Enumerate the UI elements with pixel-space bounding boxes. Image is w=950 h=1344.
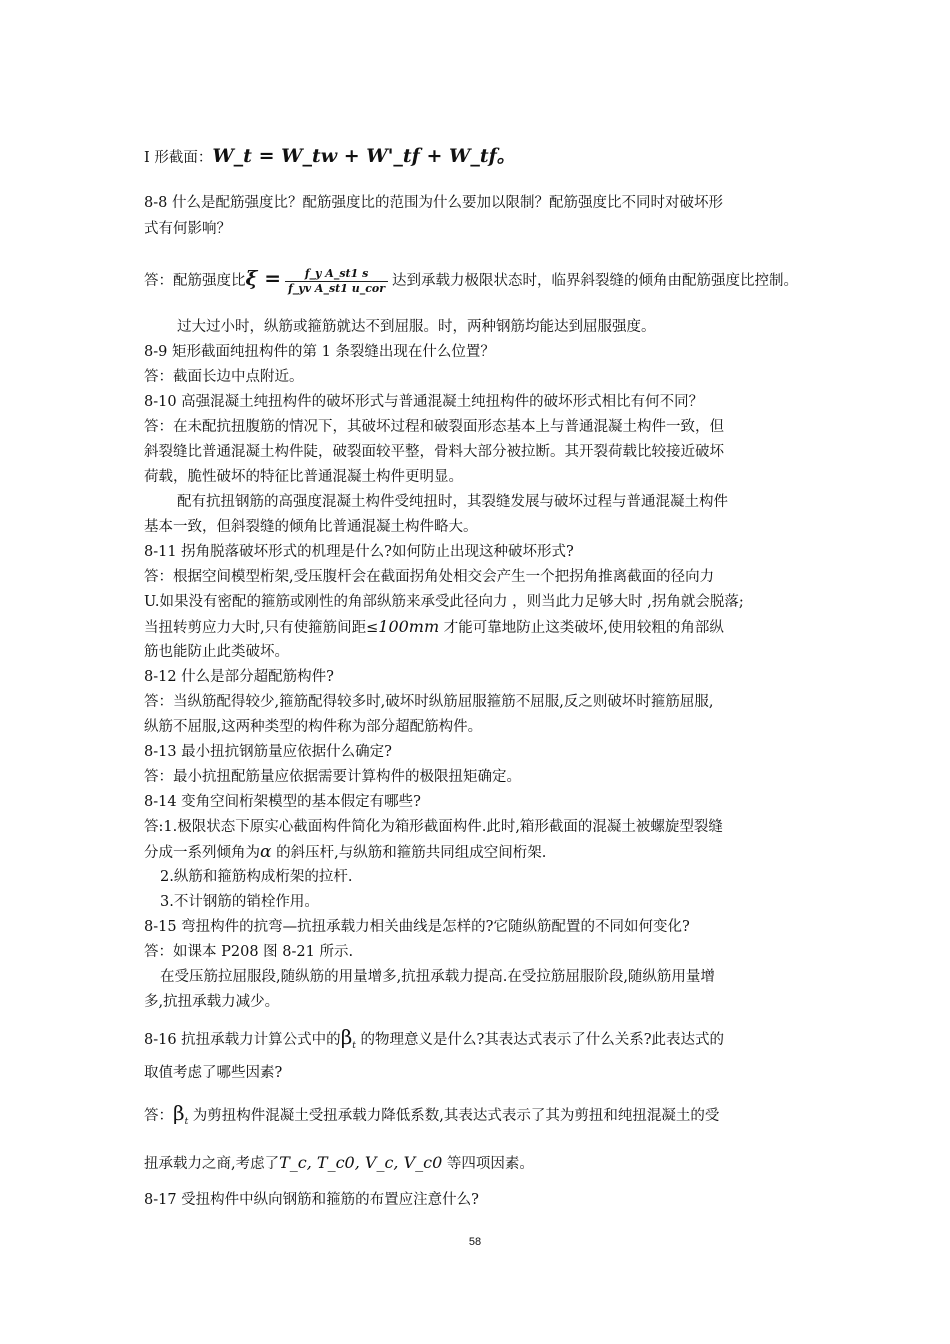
question-8-15: 8-15 弯扭构件的抗弯—抗扭承载力相关曲线是怎样的?它随纵筋配置的不同如何变化? [144,919,690,935]
text: 扭承载力之商,考虑了 [144,1156,280,1172]
answer-8-16-line2 [144,1150,534,1177]
page-number: 58 [468,1236,482,1248]
answer-8-10-line3: 荷载，脆性破坏的特征比普通混凝土构件更明显。 [144,469,463,485]
answer-8-10-line4: 配有抗扭钢筋的高强度混凝土构件受纯扭时，其裂缝发展与破坏过程与普通混凝土构件 [177,494,728,510]
text: 等四项因素。 [442,1156,534,1172]
answer-8-14-line3: 2.纵筋和箍筋构成桁架的拉杆. [160,869,353,885]
question-8-12: 8-12 什么是部分超配筋构件? [144,669,334,685]
text: 分成一系列倾角为 [144,845,260,861]
question-8-9: 8-9 矩形截面纯扭构件的第 1 条裂缝出现在什么位置？ [144,344,495,360]
answer-8-10-line2: 斜裂缝比普通混凝土构件陡，破裂面较平整，骨料大部分被拉断。其开裂荷载比较接近破坏 [144,444,724,460]
text: 的斜压杆,与纵筋和箍筋共同组成空间桁架. [271,845,547,861]
text: 才能可靠地防止这类破坏,使用较粗的角部纵 [439,620,724,636]
text: 的物理意义是什么?其表达式表示了什么关系?此表达式的 [355,1032,725,1048]
spacing-value: 100mm [378,617,440,636]
beta-subscript: t [352,1040,356,1051]
text: 当扭转剪应力大时,只有使箍筋间距≤ [144,620,379,636]
answer-8-15-line2: 在受压筋拉屈服段,随纵筋的用量增多,抗扭承载力提高.在受拉筋屈服阶段,随纵筋用量增 [160,969,715,985]
text: 为剪扭构件混凝土受扭承载力降低系数,其表达式表示了其为剪扭和纯扭混凝土的受 [188,1108,720,1124]
answer-8-14-line2 [144,842,546,863]
question-8-17: 8-17 受扭构件中纵向钢筋和箍筋的布置应注意什么? [144,1192,479,1208]
answer-8-11-line1: 答：根据空间模型桁架,受压腹杆会在截面拐角处相交会产生一个把拐角推离截面的径向力 [144,569,715,585]
answer-8-15-line3: 多,抗扭承载力减少。 [144,994,280,1010]
beta-subscript: t [184,1116,189,1127]
answer-8-16-line1 [144,1100,719,1135]
question-8-16-line2: 取值考虑了哪些因素? [144,1065,283,1081]
answer-8-14-line1: 答:1.极限状态下原实心截面构件简化为箱形截面构件.此时,箱形截面的混凝土被螺旋型裂缝 [144,819,723,835]
text: 达到承载力极限状态时，临界斜裂缝的倾角由配筋强度比控制。 [392,273,799,289]
answer-8-14-line4: 3.不计钢筋的销栓作用。 [160,894,319,910]
question-8-16-line1 [144,1024,724,1059]
fraction-denominator: f_yv A_st1 u_cor [288,281,386,295]
text: 8-16 抗扭承载力计算公式中的 [144,1032,341,1048]
fraction-numerator: f_y A_st1 s [285,267,388,282]
answer-8-10-line1: 答：在未配抗扭腹筋的情况下，其破坏过程和破裂面形态基本上与普通混凝土构件一致，但 [144,419,724,435]
question-8-14: 8-14 变角空间桁架模型的基本假定有哪些? [144,794,421,810]
answer-8-13: 答：最小抗扭配筋量应依据需要计算构件的极限扭矩确定。 [144,769,521,785]
answer-8-8-line2: 过大过小时，纵筋或箍筋就达不到屈服。时，两种钢筋均能达到屈服强度。 [177,319,656,335]
alpha-symbol: α [260,842,272,862]
answer-8-15-line1: 答：如课本 P208 图 8-21 所示. [144,944,354,960]
text: 答： [144,1108,173,1124]
question-8-13: 8-13 最小扭抗钢筋量应依据什么确定? [144,744,392,760]
answer-8-10-line5: 基本一致，但斜裂缝的倾角比普通混凝土构件略大。 [144,519,478,535]
beta-symbol: β [340,1025,353,1049]
question-8-8-line1: 8-8 什么是配筋强度比？配筋强度比的范围为什么要加以限制？配筋强度比不同时对破坏形 [144,195,723,211]
text: 答：配筋强度比 [144,273,246,289]
beta-symbol: β [173,1101,185,1125]
text: I 形截面： [144,150,213,166]
question-8-10: 8-10 高强混凝土纯扭构件的破坏形式与普通混凝土纯扭构件的破坏形式相比有何不同？ [144,394,704,410]
answer-8-11-line3 [144,617,724,638]
answer-8-8-line1 [144,263,798,296]
formula-wt: W_t = W_tw + W'_tf + W_tf。 [212,145,516,167]
answer-8-11-line4: 筋也能防止此类破坏。 [144,644,289,660]
question-8-8-line2: 式有何影响？ [144,221,231,237]
question-8-11: 8-11 拐角脱落破坏形式的机理是什么?如何防止出现这种破坏形式? [144,544,574,560]
answer-8-11-line2: U.如果没有密配的箍筋或刚性的角部纵筋来承受此径向力 ，则当此力足够大时 ,拐角就会脱落; [144,594,744,610]
factor-symbols: T_c, T_c0, V_c, V_c0 [279,1153,443,1172]
answer-8-12-line2: 纵筋不屈服,这两种类型的构件称为部分超配筋构件。 [144,719,483,735]
answer-8-9: 答：截面长边中点附近。 [144,369,304,385]
line-section-formula [144,146,516,168]
xi-symbol: ξ = [245,266,282,290]
answer-8-12-line1: 答：当纵筋配得较少,箍筋配得较多时,破坏时纵筋屈服箍筋不屈服,反之则破坏时箍筋屈服, [144,694,714,710]
ratio-fraction [285,267,388,296]
